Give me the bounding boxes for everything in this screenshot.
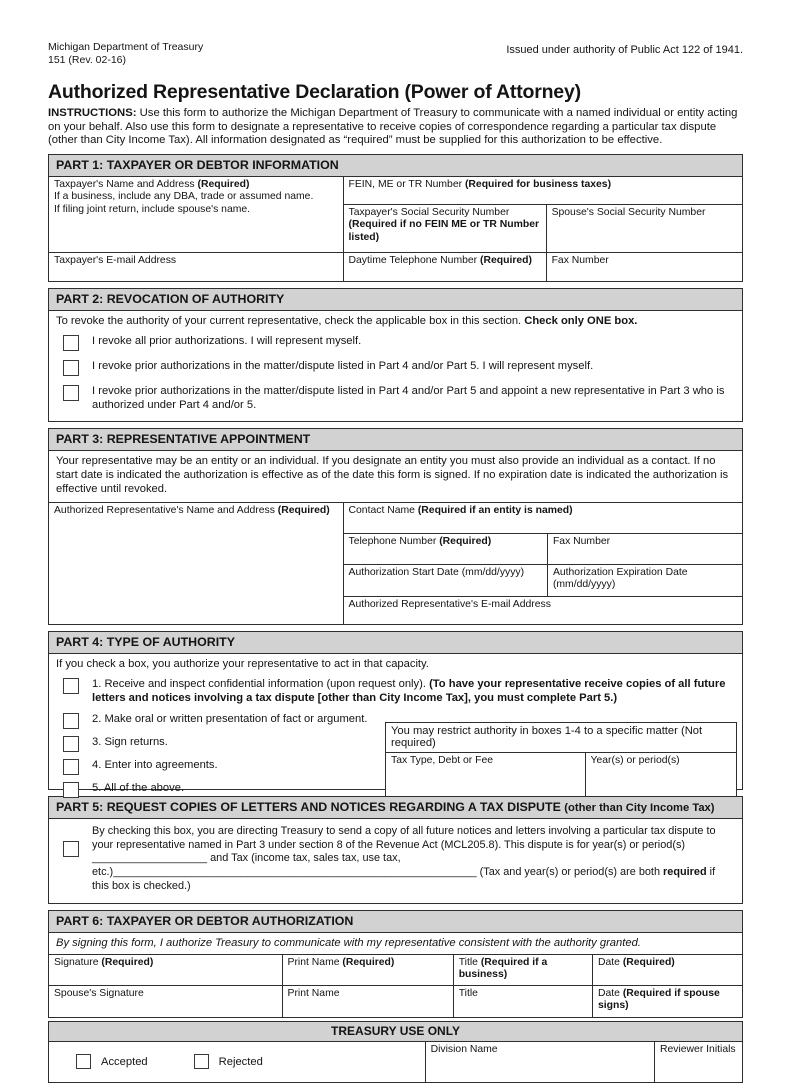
rejected-label: Rejected [218, 1055, 263, 1068]
part4-body [48, 654, 743, 794]
tax-type-label: Tax Type, Debt or Fee [391, 754, 494, 766]
reviewer-initials-label: Reviewer Initials [659, 1043, 736, 1055]
rejected-checkbox[interactable] [194, 1054, 209, 1069]
authority-1-text: 1. Receive and inspect confidential information (upon request only). [92, 678, 430, 691]
spouse-date-cell[interactable] [593, 986, 742, 1017]
part6-table [49, 955, 742, 1017]
part1-table [48, 177, 743, 282]
taxpayer-name-note-1: If a business, include any DBA, trade or assumed name. [54, 191, 314, 203]
authority-note: Issued under authority of Public Act 122 of 1941. [506, 44, 743, 56]
revoke-all-label: I revoke all prior authorizations. I will represent myself. [92, 335, 362, 348]
tax-type-cell[interactable] [386, 753, 586, 796]
part5-seg2: and Tax (income tax, sales tax, use tax, etc.) [92, 852, 401, 879]
auth-exp-date-label: Authorization Expiration Date (mm/dd/yyyy) [552, 566, 688, 591]
part6-header: PART 6: TAXPAYER OR DEBTOR AUTHORIZATION [48, 910, 743, 933]
contact-name-cell[interactable] [344, 503, 742, 534]
daytime-phone-cell[interactable] [344, 252, 547, 281]
part2-body [48, 311, 743, 423]
taxpayer-email-cell[interactable] [49, 252, 344, 281]
date-required: (Required) [622, 956, 675, 968]
rep-fax-cell[interactable] [548, 534, 742, 565]
revoke-matter-checkbox[interactable] [63, 360, 79, 376]
date-cell[interactable] [593, 955, 742, 986]
restrict-authority-box [385, 722, 737, 797]
treasury-header: TREASURY USE ONLY [48, 1021, 743, 1042]
authority-4-checkbox[interactable] [63, 759, 79, 775]
date-label: Date [597, 956, 623, 968]
daytime-phone-label: Daytime Telephone Number [348, 254, 481, 266]
taxpayer-ssn-cell[interactable] [344, 205, 547, 252]
revoke-matter-label: I revoke prior authorizations in the matter/dispute listed in Part 4 and/or Part 5. I will represent myself. [92, 360, 594, 373]
instructions-label: INSTRUCTIONS: [48, 107, 137, 119]
rep-fax-label: Fax Number [552, 535, 611, 547]
rep-name-address-cell[interactable] [49, 503, 344, 624]
part4-header: PART 4: TYPE OF AUTHORITY [48, 631, 743, 654]
revoke-appoint-checkbox[interactable] [63, 385, 79, 401]
revoke-all-checkbox[interactable] [63, 335, 79, 351]
part1-header: PART 1: TAXPAYER OR DEBTOR INFORMATION [48, 154, 743, 177]
taxpayer-name-note-2: If filing joint return, include spouse's name. [54, 203, 251, 215]
signature-cell[interactable] [49, 955, 283, 986]
authority-1-option [63, 678, 742, 705]
treasury-row [48, 1042, 743, 1083]
reviewer-initials-cell[interactable] [654, 1042, 742, 1082]
revoke-all-option [63, 335, 742, 351]
part1-section [48, 154, 743, 282]
authority-3-option [63, 736, 396, 752]
part3-header: PART 3: REPRESENTATIVE APPOINTMENT [48, 428, 743, 451]
division-name-label: Division Name [430, 1043, 498, 1055]
part5-required-bold: required [663, 866, 707, 879]
form-number: 151 (Rev. 02-16) [48, 53, 127, 66]
rep-name-required: (Required) [277, 504, 330, 516]
authority-3-checkbox[interactable] [63, 736, 79, 752]
spouse-print-name-label: Print Name [287, 987, 340, 999]
instructions-text: Use this form to authorize the Michigan Department of Treasury to communicate with a named individual or entity acting on your behalf. Also use this form to designate a representative to receive copies of correspondence regarding a particular tax dispute (other than City Income Tax). All information designated as “required” must be supplied for this authorization to be effective. [48, 107, 738, 147]
division-name-cell[interactable] [425, 1042, 654, 1082]
form-title: Authorized Representative Declaration (Power of Attorney) [48, 81, 581, 103]
treasury-decision-cell [49, 1042, 425, 1082]
part5-header-text: PART 5: REQUEST COPIES OF LETTERS AND NOTICES REGARDING A TAX DISPUTE [56, 799, 565, 814]
part6-body [48, 933, 743, 1018]
authority-1-checkbox[interactable] [63, 678, 79, 694]
taxpayer-name-label [54, 179, 338, 191]
signature-required: (Required) [101, 956, 154, 968]
print-name-label: Print Name [287, 956, 343, 968]
fein-cell[interactable] [344, 177, 742, 205]
part2-intro [49, 311, 742, 331]
part4-intro: If you check a box, you authorize your representative to act in that capacity. [56, 657, 429, 670]
title-label: Title [458, 956, 481, 968]
treasury-section [48, 1021, 743, 1083]
spouse-signature-label: Spouse's Signature [54, 987, 144, 999]
part5-statement [92, 825, 734, 894]
form-header [48, 41, 743, 66]
restrict-authority-columns [386, 753, 736, 796]
rep-name-label: Authorized Representative's Name and Address [54, 504, 278, 516]
rep-phone-required: (Required) [439, 535, 492, 547]
accepted-option [76, 1054, 148, 1069]
authority-5-option [63, 782, 396, 798]
rep-phone-label: Telephone Number [348, 535, 440, 547]
authority-2-checkbox[interactable] [63, 713, 79, 729]
spouse-title-label: Title [458, 987, 478, 999]
spouse-ssn-label: Spouse's Social Security Number [551, 206, 706, 218]
agency-name: Michigan Department of Treasury [48, 41, 204, 53]
title-required: (Required if a business) [458, 956, 548, 981]
part3-table [49, 503, 742, 624]
dispute-tax-blank[interactable]: ____________________________________________________________ [113, 866, 477, 879]
authority-2-label: 2. Make oral or written presentation of fact or argument. [92, 712, 368, 725]
contact-name-label: Contact Name [348, 504, 418, 516]
years-periods-cell[interactable] [586, 753, 737, 796]
contact-name-required: (Required if an entity is named) [417, 504, 573, 516]
form-sheet [48, 41, 743, 1083]
part5-header-paren: (other than City Income Tax) [564, 801, 715, 814]
rep-email-cell[interactable] [344, 597, 742, 624]
part3-intro: Your representative may be an entity or an individual. If you designate an entity you must also provide an individual as a contact. If no start date is indicated the authorization is effective as of the date this form is signed. If no expiration date is indicated the authorization is effective until revoked. [49, 451, 742, 502]
daytime-phone-required: (Required) [480, 254, 532, 266]
taxpayer-name-label-text: Taxpayer's Name and Address [54, 178, 198, 190]
authority-1-bold: (To have your representative receive copies of all future letters and notices involving a tax dispute [other than City Income Tax], you must complete Part 5.) [92, 678, 726, 704]
revoke-appoint-option [63, 385, 742, 412]
rep-phone-cell[interactable] [344, 534, 548, 565]
authority-5-label: 5. All of the above. [92, 781, 185, 794]
taxpayer-fax-cell[interactable] [547, 252, 742, 281]
accepted-checkbox[interactable] [76, 1054, 91, 1069]
authority-3-label: 3. Sign returns. [92, 735, 168, 748]
print-name-required: (Required) [342, 956, 395, 968]
authority-4-label: 4. Enter into agreements. [92, 758, 218, 771]
part5-seg3: (Tax and year(s) or period(s) are both [476, 866, 664, 879]
taxpayer-ssn-label: Taxpayer's Social Security Number [348, 206, 510, 218]
request-copies-checkbox[interactable] [63, 841, 79, 857]
part5-header [48, 796, 743, 819]
title-cell[interactable] [454, 955, 593, 986]
years-periods-label: Year(s) or period(s) [590, 754, 680, 766]
agency-block [48, 41, 203, 66]
spouse-title-cell[interactable] [454, 986, 593, 1017]
rep-email-label: Authorized Representative's E-mail Address [348, 598, 551, 610]
part4-section [48, 631, 743, 794]
dispute-years-blank[interactable]: ___________________ [92, 852, 208, 865]
fein-required: (Required for business taxes) [464, 178, 612, 190]
part5-body [48, 819, 743, 904]
spouse-signature-cell[interactable] [49, 986, 283, 1017]
part3-section [48, 428, 743, 624]
revoke-appoint-label: I revoke prior authorizations in the matter/dispute listed in Part 4 and/or Part 5 and appoint a new representative in Part 3 who is authorized under Part 4 and/or 5. [92, 385, 725, 411]
restrict-authority-header: You may restrict authority in boxes 1-4 to a specific matter (Not required) [386, 723, 736, 753]
part5-seg1: By checking this box, you are directing Treasury to send a copy of all future notices and letters involving a particular tax dispute to your representative named in Part 3 under section 8 of the Revenue Act (MCL205.8). This dispute is for year(s) or period(s) [92, 824, 716, 851]
part6-statement: By signing this form, I authorize Treasury to communicate with my representative consistent with the authority granted. [49, 933, 742, 955]
rejected-option [194, 1054, 263, 1069]
signature-label: Signature [54, 956, 102, 968]
part5-section [48, 796, 743, 904]
auth-start-date-label: Authorization Start Date (mm/dd/yyyy) [348, 566, 525, 578]
accepted-label: Accepted [101, 1055, 148, 1068]
taxpayer-name-required: (Required) [197, 178, 250, 190]
auth-start-date-cell[interactable] [344, 565, 548, 597]
taxpayer-ssn-required: (Required if no FEIN ME or TR Number listed) [348, 219, 540, 243]
part2-intro-text: To revoke the authority of your current representative, check the applicable box in this section. [56, 314, 525, 327]
authority-1-label [92, 678, 742, 705]
part2-intro-bold: Check only ONE box. [524, 314, 638, 327]
taxpayer-fax-label: Fax Number [551, 254, 609, 266]
authority-5-checkbox[interactable] [63, 782, 79, 798]
part4-left-column [49, 736, 396, 798]
taxpayer-name-address-cell[interactable] [49, 177, 344, 252]
spouse-date-label: Date [597, 987, 623, 999]
instructions [48, 107, 743, 148]
part2-header: PART 2: REVOCATION OF AUTHORITY [48, 288, 743, 311]
spouse-print-name-cell[interactable] [283, 986, 454, 1017]
part2-section [48, 288, 743, 423]
authority-4-option [63, 759, 396, 775]
part3-body [48, 451, 743, 624]
part6-section [48, 910, 743, 1018]
taxpayer-email-label: Taxpayer's E-mail Address [54, 254, 177, 266]
fein-label: FEIN, ME or TR Number [348, 178, 465, 190]
auth-exp-date-cell[interactable] [548, 565, 742, 597]
revoke-matter-option [63, 360, 742, 376]
spouse-date-required: (Required if spouse signs) [597, 987, 720, 1012]
print-name-cell[interactable] [283, 955, 454, 986]
part5-seg4: if this box is checked.) [92, 866, 716, 893]
spouse-ssn-cell[interactable] [547, 205, 742, 252]
